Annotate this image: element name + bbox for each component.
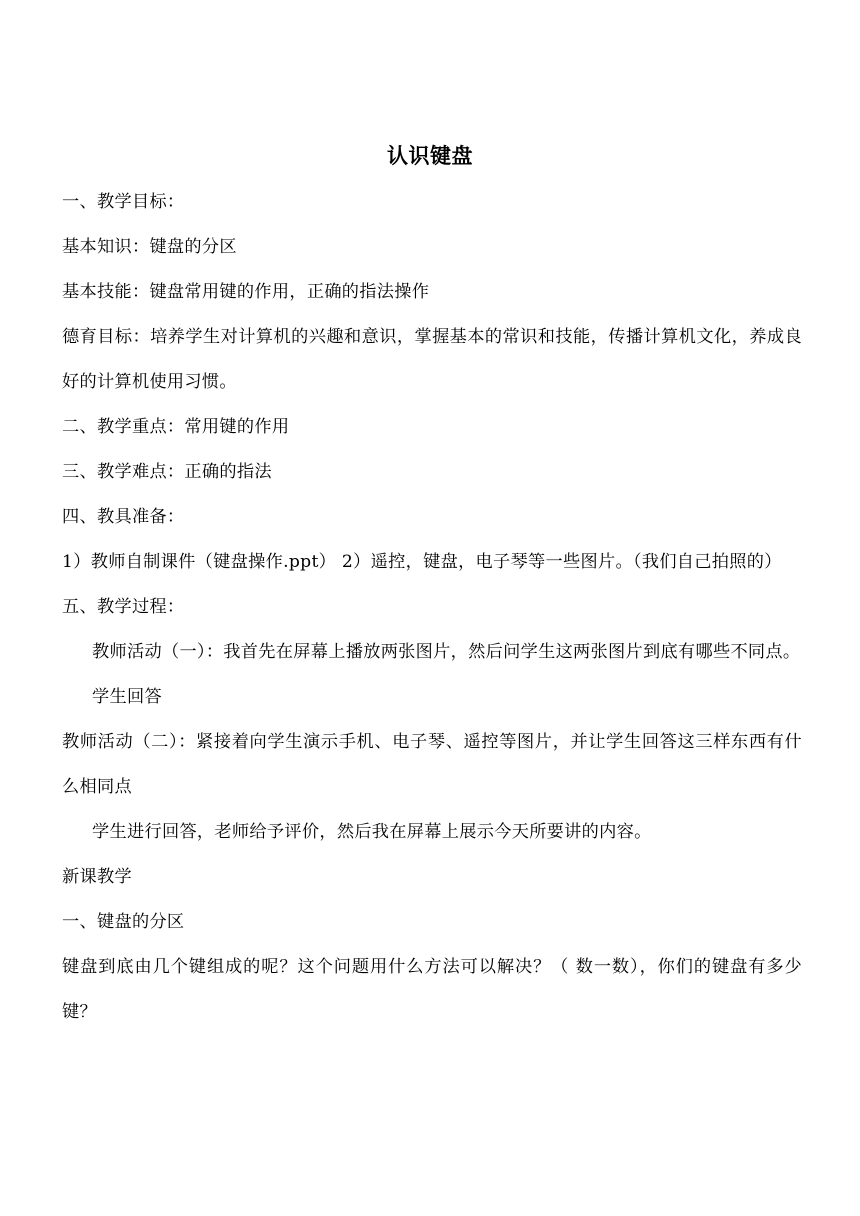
paragraph-basic-knowledge: 基本知识：键盘的分区 <box>62 237 237 257</box>
section-heading-key-points: 二、教学重点：常用键的作用 <box>62 417 290 437</box>
paragraph-teacher-activity-1: 教师活动（一）：我首先在屏幕上播放两张图片，然后问学生这两张图片到底有哪些不同点。 <box>92 642 801 662</box>
document-body <box>62 180 802 1035</box>
paragraph-basic-skills: 基本技能：键盘常用键的作用，正确的指法操作 <box>62 282 430 302</box>
section-heading-keyboard-zones: 一、键盘的分区 <box>62 912 185 932</box>
section-heading-process: 五、教学过程： <box>62 597 185 617</box>
section-heading-new-lesson: 新课教学 <box>62 867 132 887</box>
paragraph-moral-goal: 德育目标：培养学生对计算机的兴趣和意识，掌握基本的常识和技能，传播计算机文化，养成良好的计算机使用习惯。 <box>62 327 802 392</box>
paragraph-materials-list: 1）教师自制课件（键盘操作.ppt） 2）遥控，键盘，电子琴等一些图片。（我们自己拍照的） <box>62 552 782 572</box>
paragraph-student-response: 学生进行回答，老师给予评价，然后我在屏幕上展示今天所要讲的内容。 <box>92 822 652 842</box>
section-heading-objectives: 一、教学目标： <box>62 192 185 212</box>
document-title: 认识键盘 <box>387 144 473 168</box>
section-heading-difficulties: 三、教学难点：正确的指法 <box>62 462 272 482</box>
section-heading-materials: 四、教具准备： <box>62 507 185 527</box>
paragraph-keyboard-question: 键盘到底由几个键组成的呢？这个问题用什么方法可以解决？（ 数一数），你们的键盘有多少键？ <box>62 957 802 1022</box>
paragraph-teacher-activity-2: 教师活动（二）：紧接着向学生演示手机、电子琴、遥控等图片，并让学生回答这三样东西有什么相同点 <box>62 732 802 797</box>
paragraph-student-answer: 学生回答 <box>92 687 162 707</box>
